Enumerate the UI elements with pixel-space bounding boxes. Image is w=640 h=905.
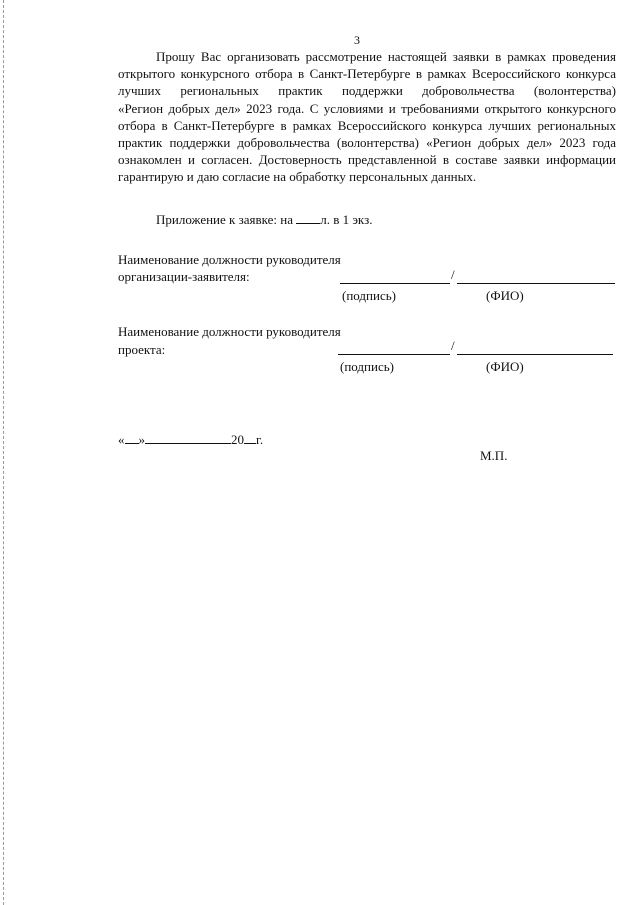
paragraph-line: гарантирую и даю согласие на обработку персональных данных. (118, 169, 477, 185)
day-blank[interactable] (125, 432, 139, 444)
org-head-slash: / (451, 267, 455, 282)
paragraph-line: лучших региональных практик поддержки добровольчества (волонтерства) (118, 83, 616, 99)
page-number: 3 (354, 33, 360, 47)
date-close-quote: » (138, 432, 145, 447)
org-head-label-line2: организации-заявителя: (118, 269, 250, 284)
paragraph-line: Прошу Вас организовать рассмотрение настоящей заявки в рамках проведения (156, 49, 616, 64)
org-head-name-caption: (ФИО) (486, 288, 524, 303)
project-head-label-line2: проекта: (118, 342, 166, 357)
project-head-name-caption: (ФИО) (486, 359, 524, 374)
project-head-name-line[interactable] (457, 354, 613, 355)
paragraph-line: ознакомлен и согласен. Достоверность представленной в составе заявки информации (118, 152, 616, 168)
paragraph-line: отбора в Санкт-Петербурге в рамках Всероссийского конкурса лучших региональных (118, 117, 616, 133)
paragraph-line: практик поддержки добровольчества (волонтерства) «Регион добрых дел» 2023 года (118, 135, 616, 151)
org-head-signature-caption: (подпись) (342, 288, 396, 303)
project-head-slash: / (451, 338, 455, 353)
sheet-count-blank[interactable] (296, 212, 320, 224)
stamp-placeholder: М.П. (480, 448, 508, 463)
date-open-quote: « (118, 432, 125, 447)
paragraph-line: «Регион добрых дел» 2023 года. С условиями и требованиями открытого конкурсного (118, 100, 616, 116)
org-head-name-line[interactable] (457, 283, 615, 284)
attachment-suffix: л. в 1 экз. (320, 212, 373, 227)
year-suffix: г. (256, 432, 264, 447)
attachment-line (156, 212, 372, 228)
year-blank[interactable] (244, 432, 256, 444)
month-blank[interactable] (145, 432, 231, 444)
org-head-signature-line[interactable] (340, 283, 450, 284)
org-head-label-line1: Наименование должности руководителя (118, 252, 341, 267)
year-prefix: 20 (231, 432, 244, 447)
date-line (118, 432, 263, 448)
project-head-label-line1: Наименование должности руководителя (118, 324, 341, 339)
attachment-prefix: Приложение к заявке: на (156, 212, 297, 227)
project-head-signature-caption: (подпись) (340, 359, 394, 374)
paragraph-line: открытого конкурсного отбора в Санкт-Петербурге в рамках Всероссийского конкурса (118, 66, 616, 82)
scan-edge-artifact (3, 0, 4, 905)
request-paragraph (118, 48, 616, 186)
project-head-signature-line[interactable] (338, 354, 450, 355)
